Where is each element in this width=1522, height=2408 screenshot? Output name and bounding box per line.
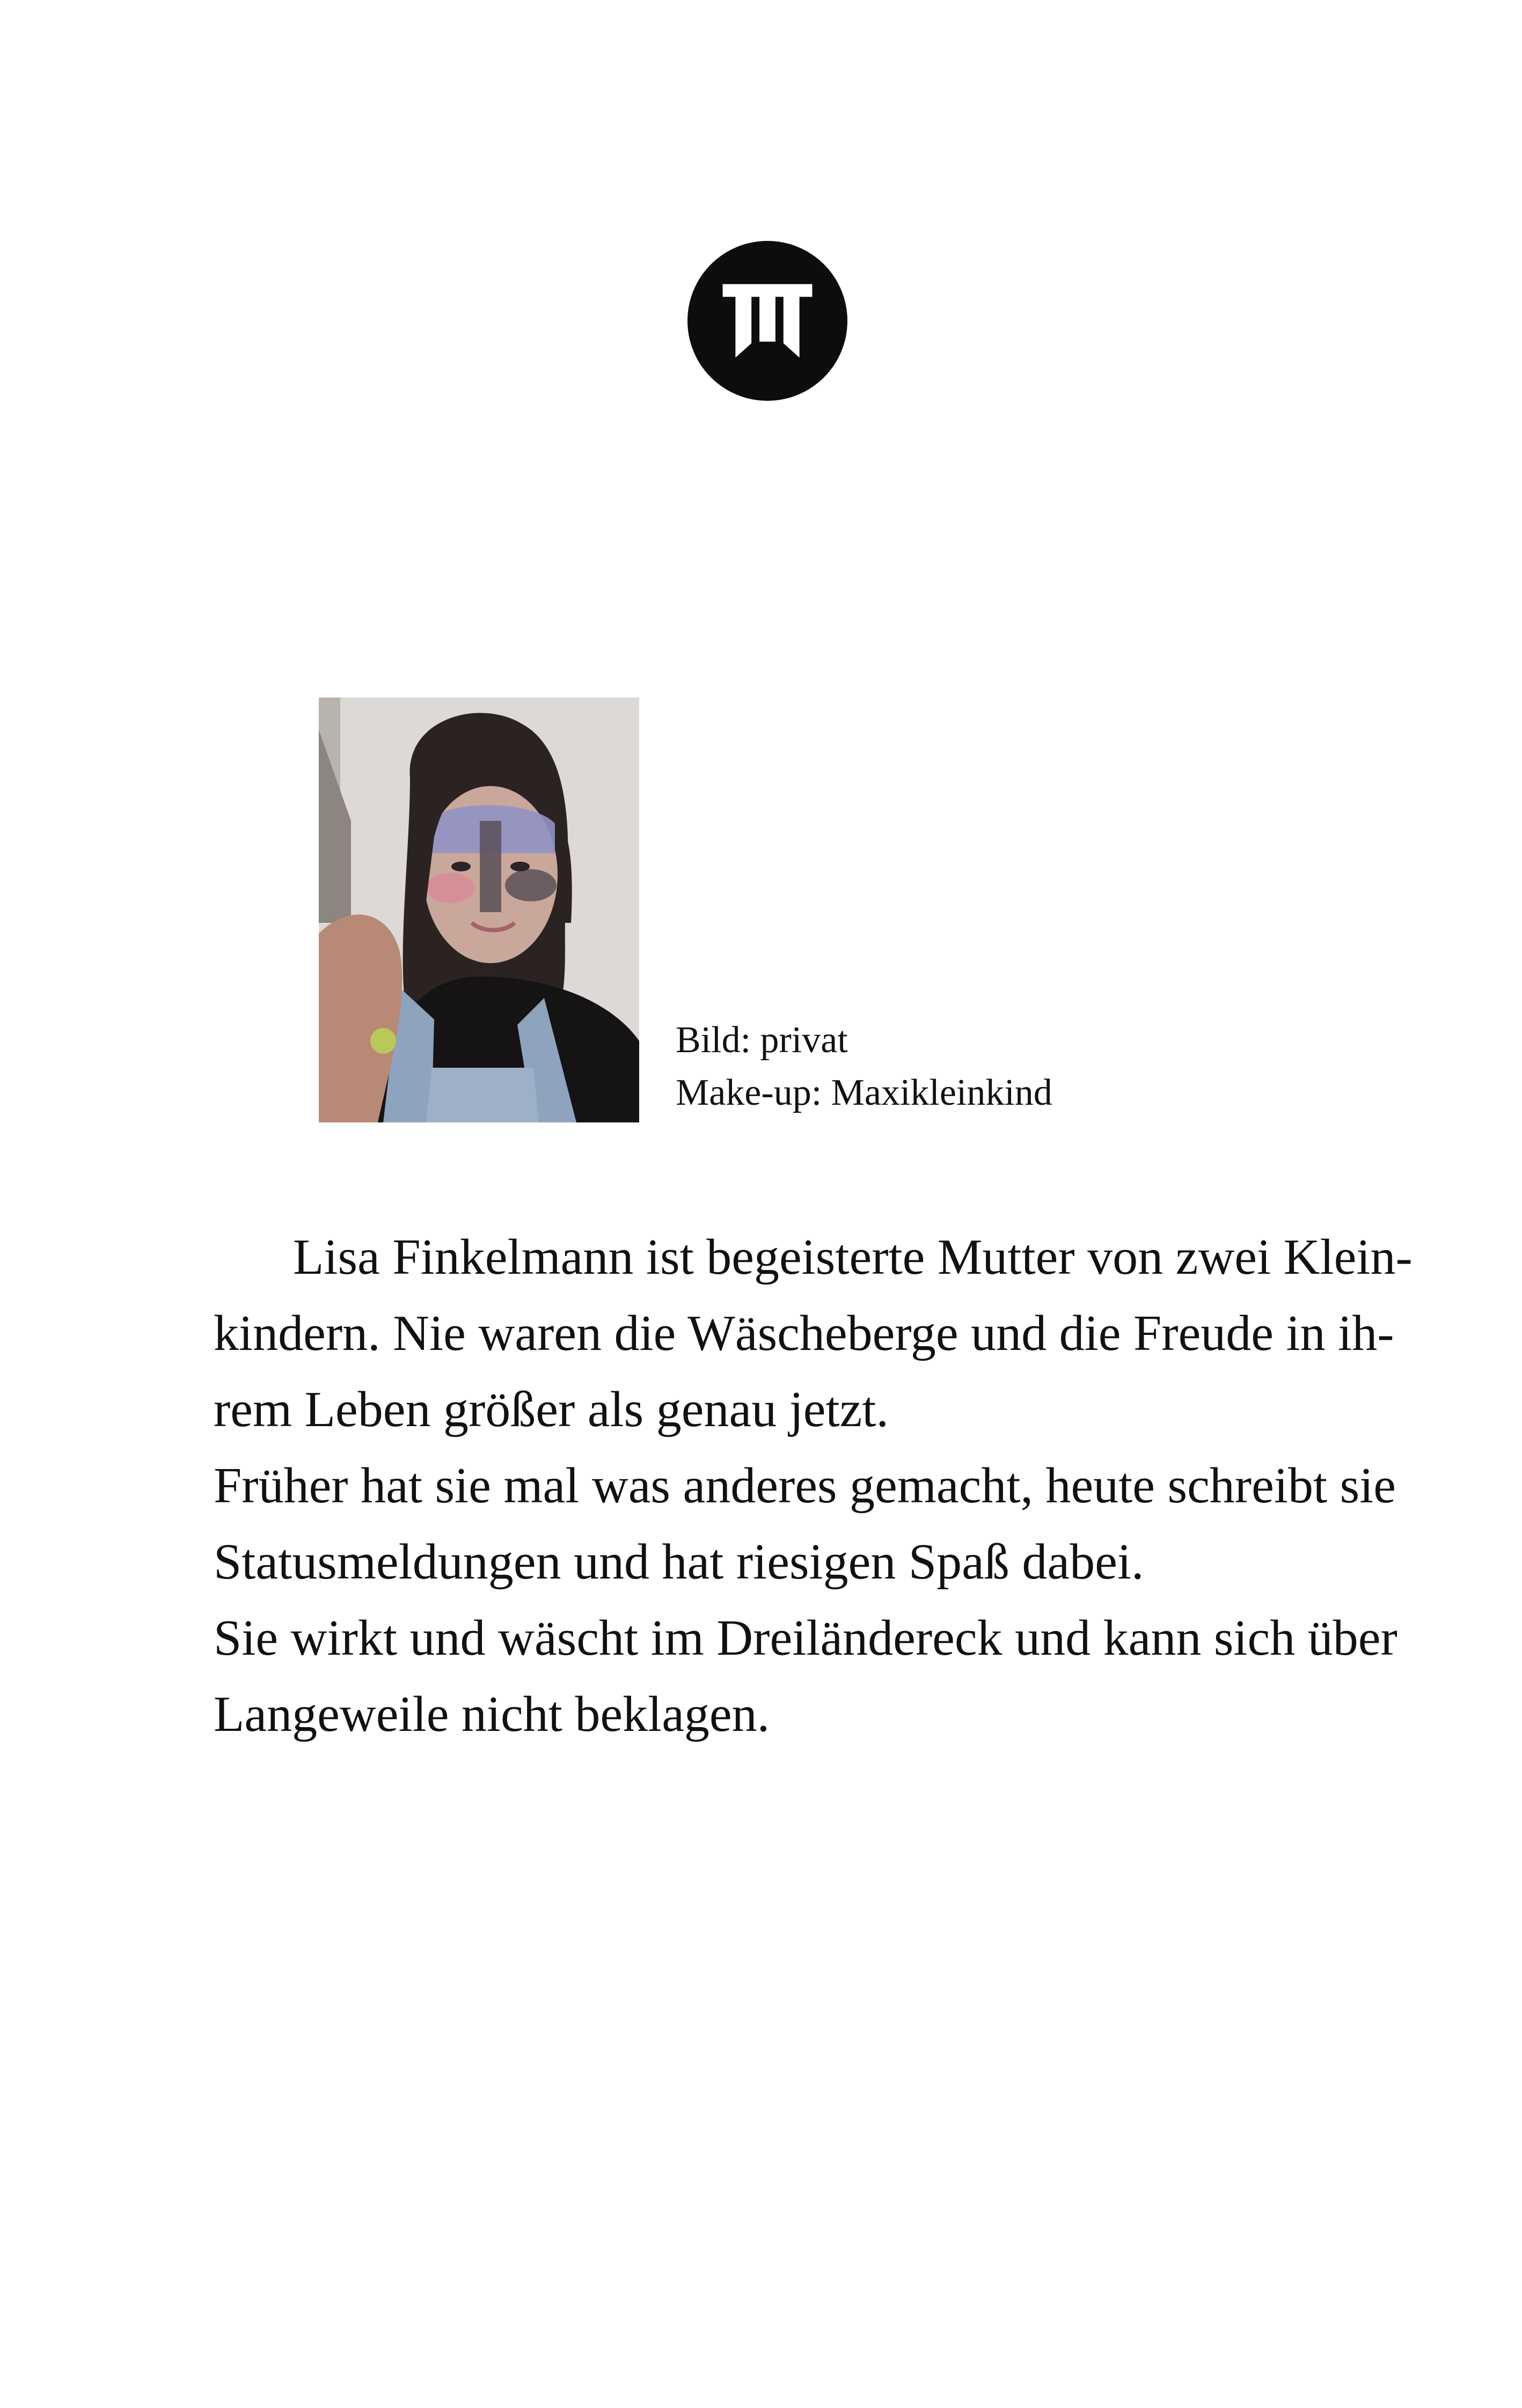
bio-line: Lisa Finkelmann ist begeisterte Mutter von zwei Klein- (293, 1229, 1413, 1285)
bio-line: Sie wirkt und wäscht im Dreiländereck und kann sich über (214, 1610, 1397, 1666)
author-bio (214, 1219, 1413, 1752)
publisher-logo-icon (687, 241, 847, 401)
caption-makeup-credit: Make-up: Maxikleinkind (676, 1072, 1052, 1113)
author-photo (319, 698, 639, 1122)
bio-line: rem Leben größer als genau jetzt. (214, 1382, 889, 1437)
bio-line: Langeweile nicht beklagen. (214, 1686, 770, 1742)
bio-line: Statusmeldungen und hat riesigen Spaß dabei. (214, 1534, 1144, 1590)
bio-line: Früher hat sie mal was anderes gemacht, heute schreibt sie (214, 1458, 1396, 1514)
bio-line: kindern. Nie waren die Wäscheberge und die Freude in ih- (214, 1305, 1394, 1361)
photo-caption (676, 1014, 1052, 1119)
caption-image-credit: Bild: privat (676, 1019, 848, 1061)
